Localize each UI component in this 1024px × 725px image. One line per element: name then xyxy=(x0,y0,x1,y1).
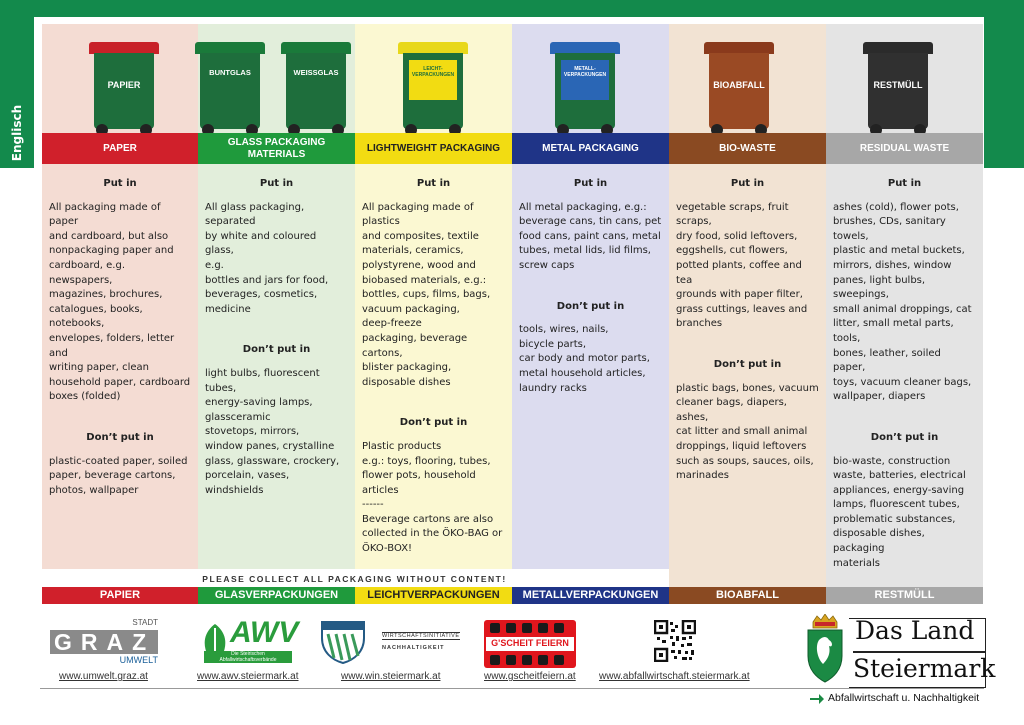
url-abfallwirtschaft[interactable]: www.abfallwirtschaft.steiermark.at xyxy=(599,671,750,682)
win-shield-icon xyxy=(320,620,366,664)
graz-stadt-label: STADT xyxy=(132,618,158,627)
bin-images xyxy=(198,24,355,132)
put-in-text: All metal packaging, e.g.: beverage cans, tin cans, pet food cans, paint cans, metal tubes, metal lids, lid films, screw caps xyxy=(519,201,662,271)
german-label-paper: PAPIER xyxy=(42,587,198,604)
bin-images xyxy=(826,24,983,132)
put-in-heading: Put in xyxy=(103,178,137,189)
awv-logo xyxy=(200,616,299,668)
bin-body xyxy=(200,53,260,129)
bin-images xyxy=(669,24,826,132)
dont-put-in-heading: Don’t put in xyxy=(556,300,625,312)
german-label-glass: GLASVERPACKUNGEN xyxy=(198,587,355,604)
steiermark-title-line2: Steiermark xyxy=(853,654,996,683)
column-glass xyxy=(198,24,355,569)
column-paper xyxy=(42,24,198,569)
column-header: PAPER xyxy=(42,133,198,164)
column-header: BIO-WASTE xyxy=(669,133,826,164)
dont-put-in-text: tools, wires, nails, bicycle parts, car body and motor parts, metal household articles, laundry racks xyxy=(519,324,650,394)
column-content xyxy=(826,164,983,571)
notice: PLEASE COLLECT ALL PACKAGING WITHOUT CONTENT! xyxy=(41,572,668,586)
german-label-metal: METALLVERPACKUNGEN xyxy=(512,587,669,604)
dont-put-in-heading: Don’t put in xyxy=(242,344,311,356)
win-logo xyxy=(320,620,460,666)
graz-umwelt-label: UMWELT xyxy=(119,655,158,665)
steiermark-underline xyxy=(853,651,985,653)
put-in-heading: Put in xyxy=(259,178,294,189)
put-in-text: ashes (cold), flower pots, brushes, CDs, sanitary towels, plastic and metal buckets, mirrors, dishes, window panes, light bulbs, sweepings, small animal droppings, cat litter, small metal parts, tools, bones, leather, soiled paper, toys, vacuum cleaner bags, wallpaper, diapers xyxy=(833,201,972,403)
column-content xyxy=(512,164,669,396)
bin-label: BIOABFALL xyxy=(713,80,765,90)
german-label-lightweight: LEICHTVERPACKUNGEN xyxy=(355,587,512,604)
waste-bin-icon xyxy=(92,42,156,134)
gscheit-feiern-logo xyxy=(484,620,576,668)
footer-divider xyxy=(40,688,984,689)
dont-put-in-heading: Don’t put in xyxy=(86,431,154,443)
dont-put-in-heading: Don’t put in xyxy=(870,431,939,443)
bin-body xyxy=(868,53,928,129)
put-in-heading: Put in xyxy=(887,178,922,189)
waste-bin-icon xyxy=(866,42,930,134)
column-metal xyxy=(512,24,669,569)
steiermark-crest-icon xyxy=(805,614,845,684)
dont-put-in-text: plastic bags, bones, vacuum cleaner bags, diapers, ashes, cat litter and small animal droppings, liquid leftovers such as soups, sauces, oils, marinades xyxy=(676,382,819,482)
win-title: WIRTSCHAFTSINITIATIVE xyxy=(382,633,460,639)
put-in-text: All glass packaging, separated by white and coloured glass, e.g. bottles and jars for food, beverages, cosmetics, medicine xyxy=(205,201,329,315)
put-in-text: All packaging made of plastics and composites, textile materials, ceramics, polystyrene, wood and biobased materials, e.g.: bottles, cups, films, bags, vacuum packaging, deep-freeze packaging, beverage cartons, blister packaging, disposable dishes xyxy=(362,201,491,388)
column-content xyxy=(198,164,355,498)
dont-put-in-text: plastic-coated paper, soiled paper, beverage cartons, photos, wallpaper xyxy=(49,455,188,496)
steiermark-title-line1: Das Land xyxy=(855,616,975,645)
column-bio xyxy=(669,24,826,587)
gscheit-title: G'SCHEIT FEIERN xyxy=(491,638,569,648)
language-label: Englisch xyxy=(10,104,24,162)
bin-label: PAPIER xyxy=(107,80,141,90)
put-in-heading: Put in xyxy=(573,178,608,189)
url-umwelt-graz[interactable]: www.umwelt.graz.at xyxy=(59,671,148,682)
tagline-text: Abfallwirtschaft u. Nachhaltigkeit xyxy=(828,692,980,704)
put-in-heading: Put in xyxy=(416,178,451,189)
column-lightweight xyxy=(355,24,512,569)
bin-images xyxy=(512,24,669,132)
language-tab xyxy=(6,106,28,166)
bin-label: RESTMÜLL xyxy=(873,80,923,90)
bin-label: METALL- VERPACKUNGEN xyxy=(563,66,607,78)
waste-bin-icon xyxy=(284,42,348,134)
german-label-bio: BIOABFALL xyxy=(669,587,826,604)
qr-code-icon xyxy=(654,620,696,662)
column-header: GLASS PACKAGING MATERIALS xyxy=(198,133,355,164)
waste-bin-icon xyxy=(198,42,262,134)
bin-images xyxy=(42,24,198,132)
waste-bin-icon xyxy=(707,42,771,134)
win-subtitle: NACHHALTIGKEIT xyxy=(382,645,445,651)
dont-put-in-heading: Don’t put in xyxy=(399,417,468,429)
column-residual xyxy=(826,24,983,587)
put-in-heading: Put in xyxy=(730,178,765,189)
waste-bin-icon xyxy=(401,42,465,134)
waste-bin-icon xyxy=(553,42,617,134)
awv-subtitle: Die Steirischen Abfallwirtschaftsverbände xyxy=(204,651,292,663)
column-content xyxy=(669,164,826,484)
dont-put-in-heading: Don’t put in xyxy=(713,358,782,370)
dont-put-in-text: Plastic products e.g.: toys, flooring, tubes, flower pots, household articles ------ Beverage cartons are also collected in the ÖKO-BAG or ÖKO-BOX! xyxy=(362,440,503,555)
graz-title: GRAZ xyxy=(54,629,156,655)
column-header: LIGHTWEIGHT PACKAGING xyxy=(355,133,512,164)
bin-body xyxy=(94,53,154,129)
bin-label: LEICHT- VERPACKUNGEN xyxy=(411,66,455,78)
url-gscheitfeiern[interactable]: www.gscheitfeiern.at xyxy=(484,671,576,682)
qr-code xyxy=(654,620,696,662)
bin-body xyxy=(286,53,346,129)
column-content xyxy=(355,164,512,557)
awv-title: AWV xyxy=(230,616,299,649)
put-in-text: vegetable scraps, fruit scraps, dry food, solid leftovers, eggshells, cut flowers, potted plants, coffee and tea grounds with paper filter, grass cuttings, leaves and branches xyxy=(676,201,808,330)
url-awv[interactable]: www.awv.steiermark.at xyxy=(197,671,299,682)
steiermark-logo xyxy=(805,614,996,690)
arrow-right-icon xyxy=(810,694,824,704)
column-header: RESIDUAL WASTE xyxy=(826,133,983,164)
graz-logo xyxy=(50,618,162,668)
column-header: METAL PACKAGING xyxy=(512,133,669,164)
url-win[interactable]: www.win.steiermark.at xyxy=(341,671,441,682)
dont-put-in-text: light bulbs, fluorescent tubes, energy-saving lamps, glassceramic stovetops, mirrors, window panes, crystalline glass, glassware, crockery, porcelain, vases, windshields xyxy=(205,367,340,496)
bin-label: WEISSGLAS xyxy=(293,68,339,77)
put-in-text: All packaging made of paper and cardboard, but also nonpackaging paper and cardboard, e.g. newspapers, magazines, brochures, catalogues, books, notebooks, envelopes, folders, letter and writing paper, clean household paper, cardboard boxes (folded) xyxy=(49,201,191,403)
dont-put-in-text: bio-waste, construction waste, batteries, electrical appliances, energy-saving lamps, fluorescent tubes, problematic substances, disposable dishes, packaging materials xyxy=(833,455,966,569)
column-content xyxy=(42,164,198,498)
bin-body xyxy=(709,53,769,129)
bin-images xyxy=(355,24,512,132)
german-label-residual: RESTMÜLL xyxy=(826,587,983,604)
bin-label: BUNTGLAS xyxy=(209,68,251,77)
